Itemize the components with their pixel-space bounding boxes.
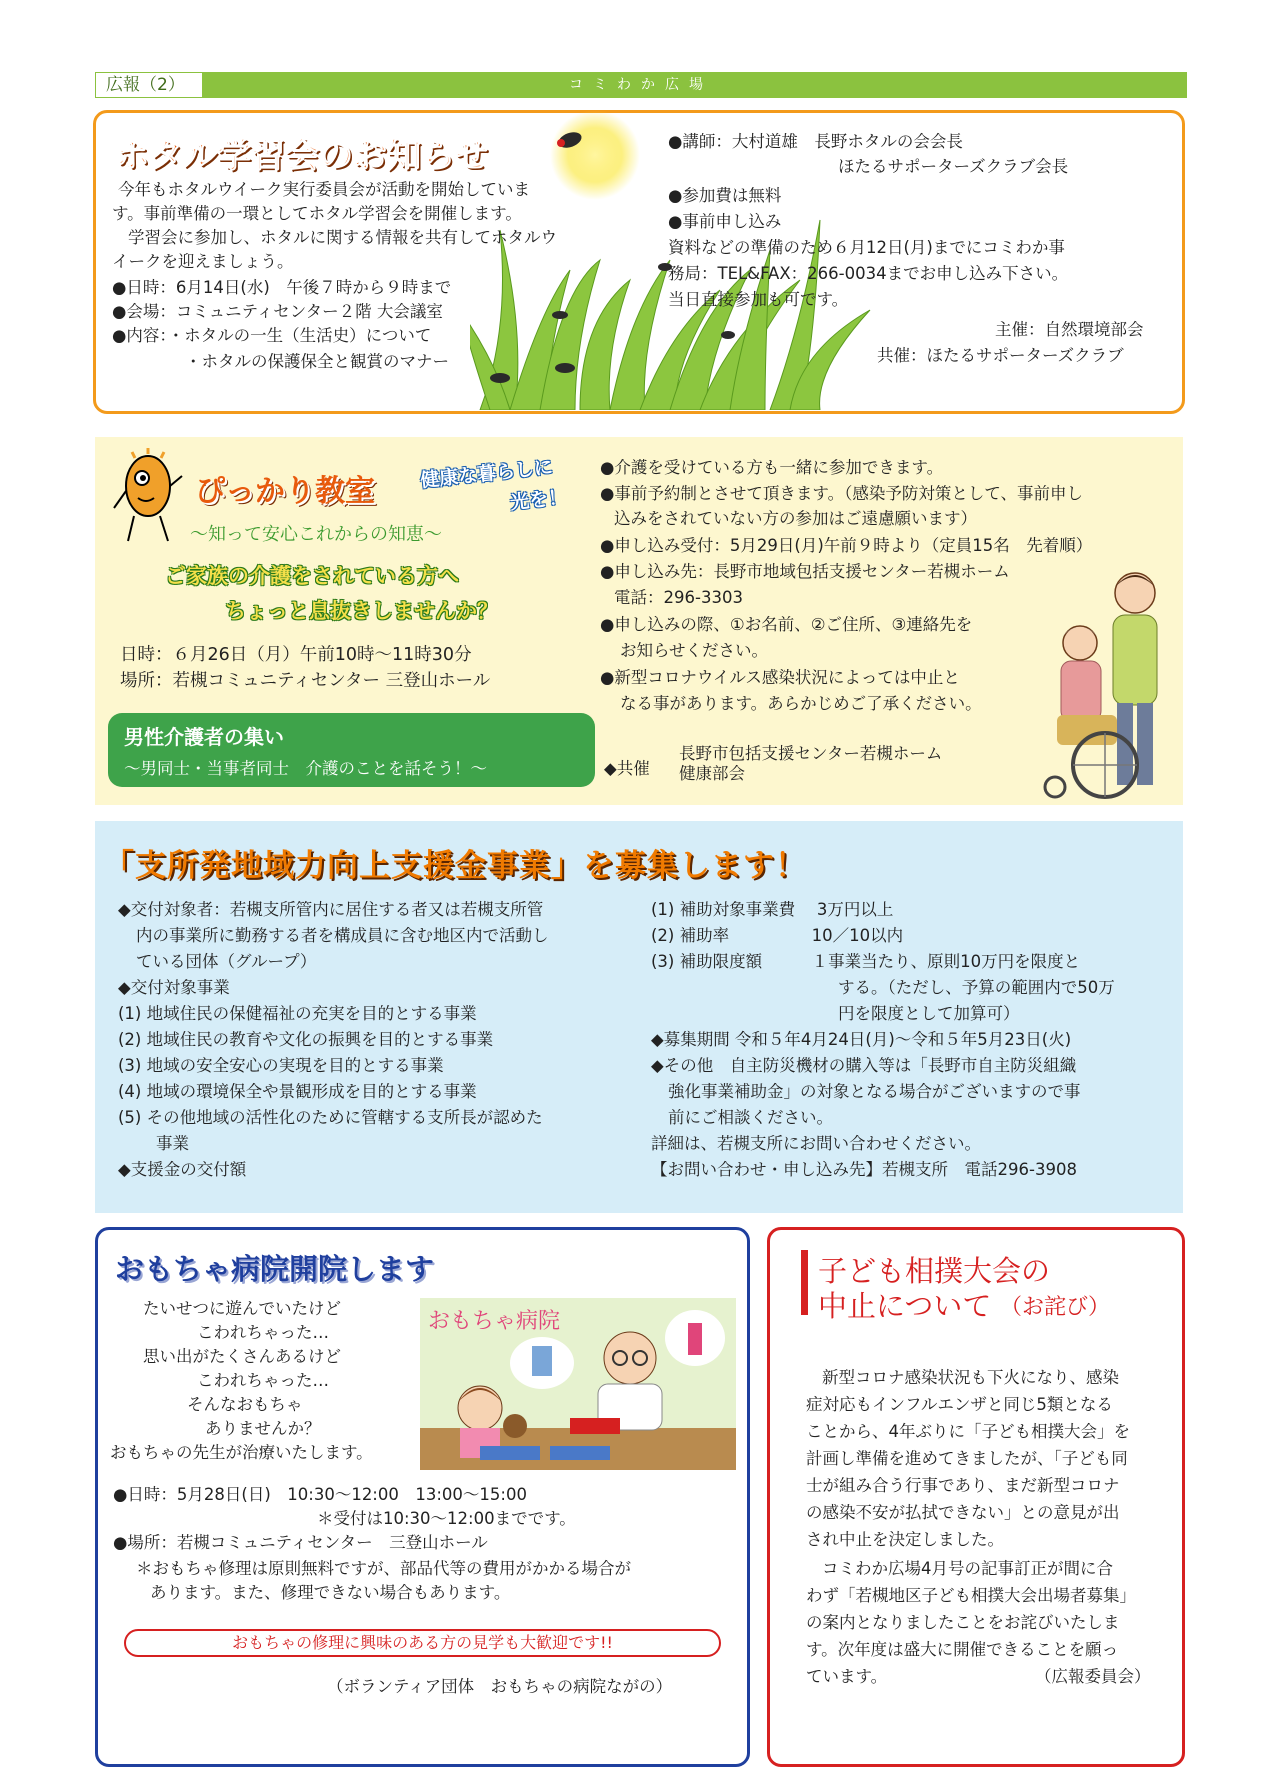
issue-label: 広報（2） bbox=[95, 72, 203, 98]
cohost-label: ◆共催 bbox=[604, 759, 650, 778]
men-caregivers-title: 男性介護者の集い bbox=[124, 725, 284, 749]
men-caregivers-box bbox=[108, 713, 595, 787]
toy-hospital-footer: （ボランティア団体 おもちゃの病院ながの） bbox=[327, 1677, 673, 1696]
firefly-title: ホタル学習会のお知らせ bbox=[115, 136, 488, 176]
caregiver-wheelchair-illustration bbox=[1035, 565, 1175, 805]
firefly-grass-illustration bbox=[470, 110, 890, 410]
mascot-bulb-icon bbox=[112, 446, 184, 546]
pikkari-place: 場所：若槻コミュニティセンター 三登山ホール bbox=[120, 671, 491, 691]
sumo-title-bar bbox=[801, 1250, 808, 1315]
pikkari-subtitle: 〜知って安心これからの知恵〜 bbox=[190, 524, 442, 545]
pikkari-title: ぴっかり教室 bbox=[195, 474, 375, 509]
pikkari-date: 日時：６月26日（月）午前10時〜11時30分 bbox=[120, 645, 472, 665]
page-header bbox=[95, 72, 1187, 98]
header-title: コミわか広場 bbox=[569, 77, 713, 93]
toy-hospital-title: おもちゃ病院開院します bbox=[115, 1252, 435, 1286]
toy-hospital-banner: おもちゃの修理に興味のある方の見学も大歓迎です!! bbox=[124, 1629, 721, 1657]
fund-title: 「支所発地域力向上支援金事業」を募集します！ bbox=[103, 848, 807, 884]
toy-hospital-illustration bbox=[420, 1298, 736, 1470]
men-caregivers-sub: 〜男同士・当事者同士 介護のことを話そう！〜 bbox=[124, 759, 487, 778]
toy-hospital-image-label: おもちゃ病院 bbox=[428, 1309, 561, 1334]
sumo-signature: （広報委員会） bbox=[1035, 1667, 1151, 1686]
